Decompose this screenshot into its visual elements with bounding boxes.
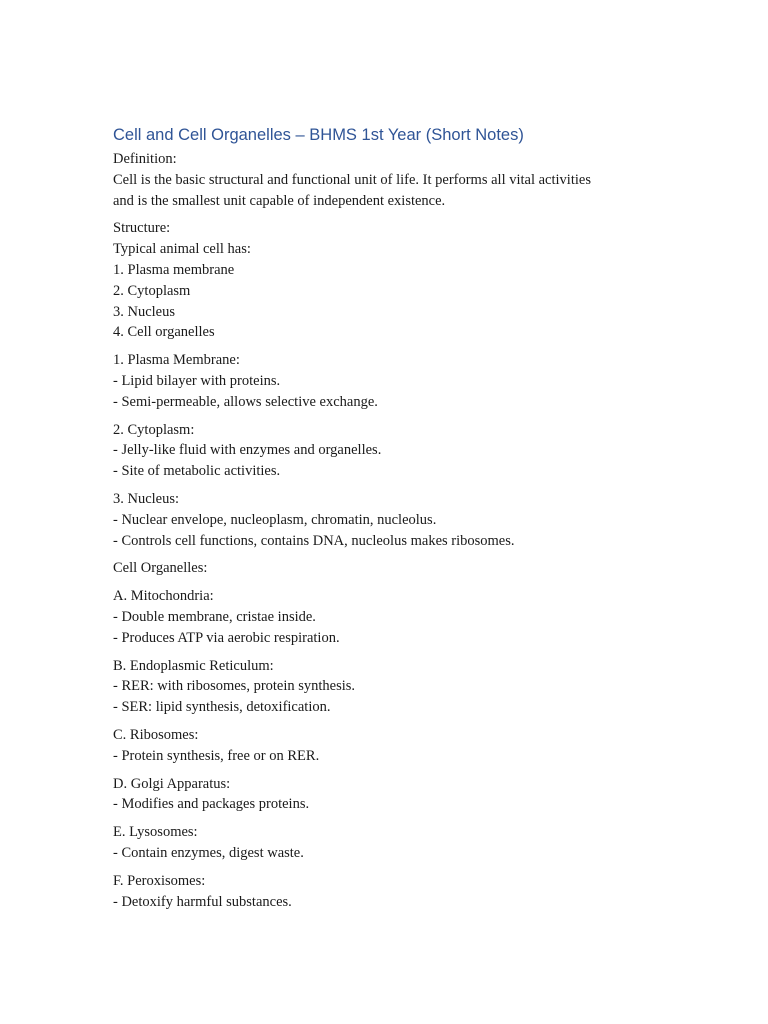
paragraph [113,725,673,767]
text-line: D. Golgi Apparatus: [113,775,231,792]
text-line: E. Lysosomes: [113,824,198,841]
text-line: - Lipid bilayer with proteins. [113,372,281,389]
document-body [113,149,673,912]
text-line: 2. Cytoplasm [113,282,191,299]
document-page [113,122,673,919]
text-line: - Produces ATP via aerobic respiration. [113,629,340,646]
text-line: - Detoxify harmful substances. [113,893,292,910]
text-line: - Site of metabolic activities. [113,463,281,480]
document-title: Cell and Cell Organelles – BHMS 1st Year (Short Notes) [113,126,524,144]
text-line: 1. Plasma membrane [113,261,235,278]
text-line: - SER: lipid synthesis, detoxification. [113,699,331,716]
text-line: - Double membrane, cristae inside. [113,608,316,625]
text-line: - Semi-permeable, allows selective exchange. [113,393,378,410]
paragraph [113,774,673,816]
text-line: Definition: [113,151,177,167]
text-line: - Nuclear envelope, nucleoplasm, chromatin, nucleolus. [113,511,437,528]
text-line: - Protein synthesis, free or on RER. [113,747,320,764]
text-line: - Jelly-like fluid with enzymes and organelles. [113,442,382,459]
paragraph [113,420,673,482]
paragraph [113,558,673,579]
paragraph [113,489,673,551]
text-line: Typical animal cell has: [113,241,251,258]
text-line: F. Peroxisomes: [113,872,206,889]
text-line: Structure: [113,220,171,237]
paragraph [113,350,673,412]
paragraph [113,822,673,864]
paragraph [113,218,673,343]
text-line: - Contain enzymes, digest waste. [113,844,304,861]
paragraph [113,586,673,648]
paragraph [113,149,673,211]
text-line: Cell is the basic structural and functional unit of life. It performs all vital activities [113,171,591,188]
text-line: C. Ribosomes: [113,726,199,743]
text-line: 4. Cell organelles [113,324,215,341]
text-line: - Modifies and packages proteins. [113,796,310,813]
text-line: 3. Nucleus [113,303,176,320]
text-line: 1. Plasma Membrane: [113,352,240,369]
text-line: 3. Nucleus: [113,490,180,507]
paragraph [113,656,673,718]
text-line: - Controls cell functions, contains DNA, nucleolus makes ribosomes. [113,532,515,549]
text-line: - RER: with ribosomes, protein synthesis. [113,678,356,695]
text-line: 2. Cytoplasm: [113,421,195,438]
text-line: and is the smallest unit capable of independent existence. [113,192,446,209]
text-line: B. Endoplasmic Reticulum: [113,657,274,674]
text-line: A. Mitochondria: [113,588,214,605]
text-line: Cell Organelles: [113,560,208,577]
paragraph [113,871,673,913]
